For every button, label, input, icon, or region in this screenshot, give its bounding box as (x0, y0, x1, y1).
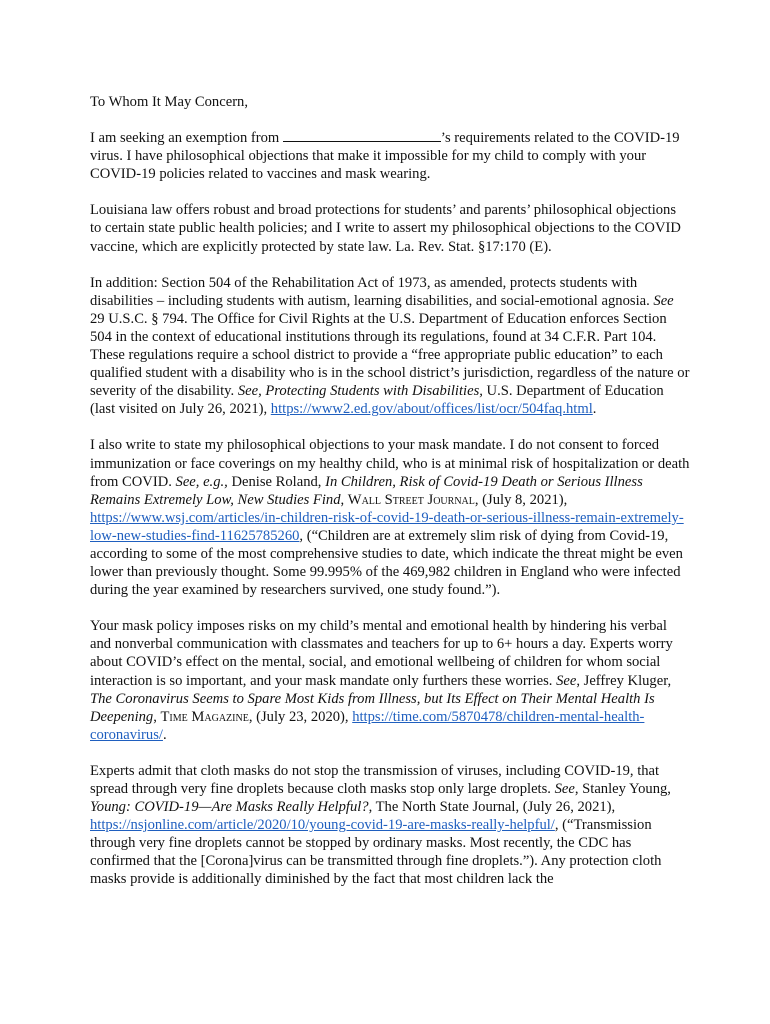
letter-body (90, 93, 690, 907)
text-segment: , (July 23, 2020), (248, 708, 353, 725)
text-segment: I am seeking an exemption from (90, 130, 283, 147)
paragraph-cloth-masks (90, 762, 690, 889)
paragraph-exemption-request (90, 129, 690, 183)
school-name-blank-field[interactable] (283, 129, 441, 142)
text-segment: . (592, 401, 597, 418)
citation-title: In Children, Risk of Covid-19 Death or Serious Illness Remains Extremely Low, New Studies Find (90, 473, 643, 508)
text-segment: I also write to state my philosophical objections to your mask mandate. I do not consent to forced immunization or face coverings on my healthy child, who is at minimal risk of hospitalization or death from COVID. (90, 437, 690, 490)
text-segment: U.S. Department of Education (last visited on July 26, 2021), (90, 383, 664, 418)
citation-title: See, Protecting Students with Disabilities, (237, 383, 483, 400)
paragraph-section-504 (90, 274, 690, 419)
text-segment: , (July 8, 2021), (474, 491, 568, 508)
journal-name: Wall Street Journal (347, 491, 475, 508)
citation-signal: See, e.g., (175, 473, 228, 490)
paragraph-mask-mandate-objection (90, 436, 690, 599)
paragraph-mental-health (90, 617, 690, 744)
magazine-name: Time Magazine (160, 708, 249, 725)
citation-title: Young: COVID-19—Are Masks Really Helpful? (90, 799, 369, 816)
text-segment: , Jeffrey Kluger, (576, 672, 672, 689)
text-segment: . (162, 726, 167, 743)
text-segment: Your mask policy imposes risks on my child’s mental and emotional health by hindering his verbal and nonverbal communication with classmates and teachers for up to 6+ hours a day. Experts worry about COVID’s effect on the mental, social, and emotional wellbeing of children for whom social interaction is so important, and your mask mandate only furthers these worries. (90, 618, 673, 689)
text-segment: 29 U.S.C. § 794. The Office for Civil Rights at the U.S. Department of Education enforces Section 504 in the context of educational institutions through its regulations, found at 34 C.F.R. Part 104. These regulations require a school district to provide a “free appropriate public education” to each qualified student with a disability who is in the school district’s jurisdiction, regardless of the nature or severity of the disability. (90, 310, 690, 400)
text-segment: , (153, 708, 161, 725)
citation-signal: See (653, 292, 674, 309)
text-segment: , (“Children are at extremely slim risk of dying from Covid-19, according to some of the most comprehensive studies to date, which indicate the threat might be even lower than previously thought. Some 99.995% of the 469,982 children in England who were infected during the year examined by researchers survived, one study found.”). (90, 527, 683, 599)
text-segment: , The North State Journal, (July 26, 2021), (368, 799, 616, 816)
greeting: To Whom It May Concern, (90, 94, 248, 110)
text-segment: Experts admit that cloth masks do not stop the transmission of viruses, including COVID-19, that spread through very fine droplets because cloth masks stop only large droplets. (90, 762, 660, 797)
wsj-link[interactable]: https://www.wsj.com/articles/in-children-risk-of-covid-19-death-or-serious-illness-remain-extremely-low-new-studies-find-11625785260 (90, 509, 684, 544)
citation-signal: See (556, 672, 577, 689)
text-segment: Denise Roland, (227, 473, 326, 490)
citation-signal: See (554, 781, 575, 797)
citation-title: The Coronavirus Seems to Spare Most Kids from Illness, but Its Effect on Their Mental Health Is Deepening (90, 690, 655, 725)
text-segment: ’s requirements related to the COVID-19 virus. I have philosophical objections that make it impossible for my child to comply with your COVID-19 policies related to vaccines and mask wearing. (90, 130, 680, 183)
text-segment: , (“Transmission through very fine droplets cannot be stopped by ordinary masks. Most recently, the CDC has confirmed that the [Corona]virus can be transmitted through fine droplets.”). Any protection cloth masks provide is additionally diminished by the fact that most children lack the (90, 817, 662, 888)
paragraph-louisiana-law: Louisiana law offers robust and broad protections for students’ and parents’ philosophical objections to certain state public health policies; and I write to assert my philosophical objections to the COVID vaccine, which are explicitly protected by state law. La. Rev. Stat. §17:170 (E). (90, 202, 681, 255)
ed-gov-link[interactable]: https://www2.ed.gov/about/offices/list/ocr/504faq.html (270, 401, 593, 418)
text-segment: , Stanley Young, (574, 781, 671, 797)
nsjonline-link[interactable]: https://nsjonline.com/article/2020/10/young-covid-19-are-masks-really-helpful/ (90, 817, 555, 834)
text-segment: In addition: Section 504 of the Rehabilitation Act of 1973, as amended, protects students with disabilities – including students with autism, learning disabilities, and social-emotional agnosia. (90, 274, 654, 309)
text-segment: , (340, 491, 348, 508)
time-link[interactable]: https://time.com/5870478/children-mental-health-coronavirus/ (90, 708, 645, 743)
